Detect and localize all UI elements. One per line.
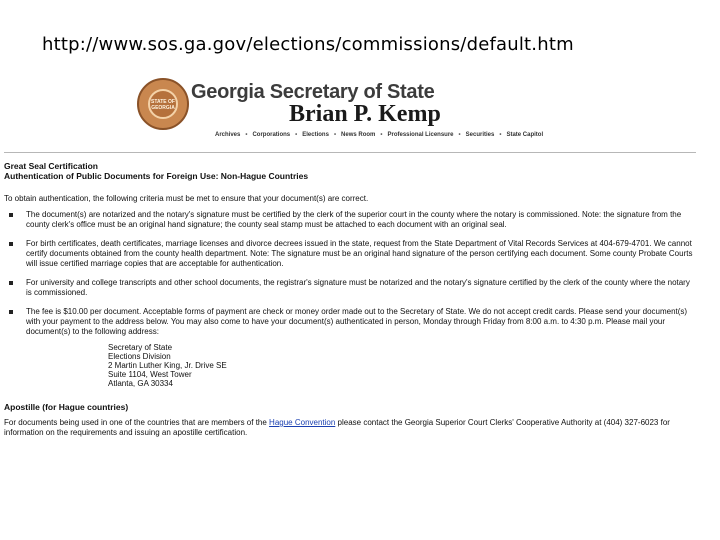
site-header <box>135 76 595 148</box>
agency-name: Georgia Secretary of State <box>191 81 435 103</box>
apostille-heading: Apostille (for Hague countries) <box>4 402 129 412</box>
nav-separator: • <box>245 132 248 138</box>
page-title: Great Seal Certification <box>4 161 99 171</box>
seal-lettering: STATE OF GEORGIA <box>151 99 175 111</box>
nav-link-professional-licensure[interactable]: Professional Licensure <box>387 132 454 138</box>
header-divider <box>4 152 696 153</box>
official-name: Brian P. Kemp <box>289 101 441 127</box>
hague-convention-link[interactable]: Hague Convention <box>269 418 336 427</box>
nav-link-elections[interactable]: Elections <box>302 132 329 138</box>
nav-link-archives[interactable]: Archives <box>215 132 241 138</box>
apostille-text <box>4 418 696 438</box>
address-line: Secretary of State <box>108 343 173 352</box>
list-item: The fee is $10.00 per document. Acceptable forms of payment are check or money order made out to the Secretary of State. We do not accept credit cards. Please send your document(s) with your payment to the address below. You may also come to have your document(s) authenticated in person, Monday through Friday from 8:00 a.m. to 4:30 p.m. Please mail your document(s) to the following address: <box>4 307 696 337</box>
intro-text: To obtain authentication, the following criteria must be met to ensure that your document(s) are correct. <box>4 194 369 203</box>
page-subtitle: Authentication of Public Documents for Foreign Use: Non-Hague Countries <box>4 171 309 181</box>
list-item: For university and college transcripts and other school documents, the registrar's signature must be notarized and the notary's signature certified by the clerk of the county where the notary is commissioned. <box>4 278 696 298</box>
state-seal-logo[interactable] <box>137 78 189 130</box>
nav-separator: • <box>380 132 383 138</box>
address-line: Atlanta, GA 30334 <box>108 379 173 388</box>
nav-separator: • <box>333 132 337 138</box>
main-content <box>4 161 696 444</box>
address-line: Elections Division <box>108 352 171 361</box>
top-nav <box>215 132 543 138</box>
nav-separator: • <box>499 132 502 138</box>
apostille-text-start: For documents being used in one of the countries that are members of the <box>4 418 270 427</box>
nav-separator: • <box>295 132 298 138</box>
criteria-list <box>4 210 696 337</box>
nav-link-news-room[interactable]: News Room <box>341 132 376 138</box>
nav-link-state-capitol[interactable]: State Capitol <box>506 132 544 138</box>
list-item: The document(s) are notarized and the notary's signature must be certified by the clerk of the superior court in the county where the notary is commissioned. Note: the signature from the county clerk's office must be an original hand signature; the county seal stamp must be attached to each document with an original seal. <box>4 210 696 230</box>
address-line: Suite 1104, West Tower <box>108 370 192 379</box>
nav-separator: • <box>458 132 461 138</box>
nav-link-securities[interactable]: Securities <box>465 132 495 138</box>
address-line: 2 Martin Luther King, Jr. Drive SE <box>108 361 227 370</box>
list-item: For birth certificates, death certificates, marriage licenses and divorce decrees issued in the state, request from the State Department of Vital Records Services at 404-679-4701. We cannot certify documents obtained from the county health department. Note: The signature must be an original hand signature of the person certifying each document. Some county Probate Courts will issue certified marriage copies that are acceptable for authentication. <box>4 239 696 269</box>
nav-link-corporations[interactable]: Corporations <box>252 132 291 138</box>
url-text: http://www.sos.ga.gov/elections/commissions/default.htm <box>42 34 574 55</box>
apostille-text-end: please contact the Georgia Superior Court Clerks' Cooperative Authority at (404) 327-6023 for information on the requirements and issuing an apostille certification. <box>4 418 670 437</box>
mailing-address <box>108 343 696 388</box>
